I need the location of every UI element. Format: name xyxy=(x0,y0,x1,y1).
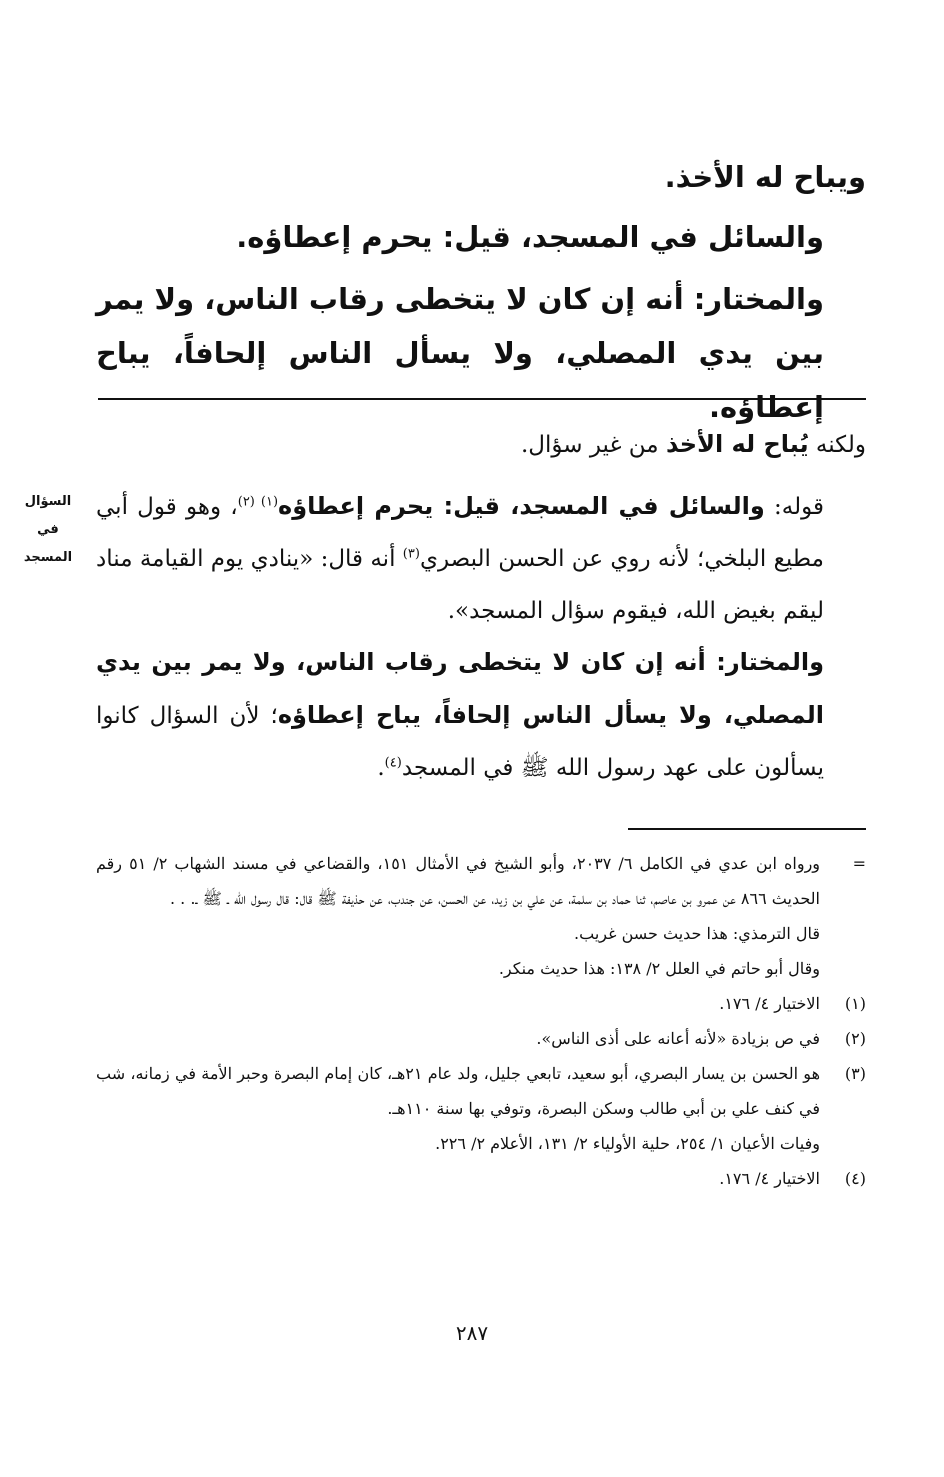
section-divider xyxy=(98,398,866,400)
sharh-quote: يُباح له الأخذ xyxy=(665,430,809,458)
footnote-continued xyxy=(96,846,866,916)
margin-note-line-1: السؤال xyxy=(24,494,72,509)
footnote-text: الاختيار ٤/ ١٧٦. xyxy=(719,1169,820,1188)
footnote-divider xyxy=(628,828,866,830)
margin-note xyxy=(12,488,84,572)
footnote-text: هو الحسن بن يسار البصري، أبو سعيد، تابعي جليل، ولد عام ٢١هـ، كان إمام البصرة وحبر الأمة في زمانه، شب في كنف علي بن أبي طالب وسكن البصرة، وتوفي بها سنة ١١٠هـ. xyxy=(96,1064,821,1118)
footnote-mark: = xyxy=(852,854,866,873)
margin-note-line-2: في xyxy=(37,522,59,537)
footnote-text: الاختيار ٤/ ١٧٦. xyxy=(719,994,820,1013)
footnote-mark: (٢) xyxy=(844,1029,866,1048)
sharh-text: قوله: xyxy=(764,494,825,520)
sharh-paragraph-2 xyxy=(96,480,866,637)
footnote-ref[interactable]: (٣) xyxy=(402,546,420,562)
matn-line-1: ويباح له الأخذ. xyxy=(664,160,866,194)
sharh-quote: والمختار: أنه إن كان لا يتخطى رقاب الناس، ولا يمر بين يدي المصلي، ولا يسأل الناس إلحافاً، يباح إعطاؤه xyxy=(96,648,824,729)
footnote-item-3 xyxy=(96,1056,866,1126)
footnote-item-2 xyxy=(96,1021,866,1056)
footnote-mark: (٣) xyxy=(844,1064,866,1083)
footnote-text: في ص بزيادة «لأنه أعانه على أذى الناس». xyxy=(536,1029,820,1048)
footnote-text: قال الترمذي: هذا حديث حسن غريب. xyxy=(574,924,820,943)
footnote-item-1 xyxy=(96,986,866,1021)
sharh-text: أنه قال: «ينادي يوم القيامة مناد ليقم بغيض الله، فيقوم سؤال المسجد». xyxy=(96,546,824,624)
sharh-text: . xyxy=(377,755,385,781)
sharh-text: ، وهو قول أبي مطيع البلخي؛ لأنه روي عن الحسن البصري xyxy=(96,494,824,572)
sharh-paragraph-1 xyxy=(96,418,866,471)
sharh-paragraph-3 xyxy=(96,636,866,794)
footnotes xyxy=(96,846,866,1196)
sharh-quote: والسائل في المسجد، قيل: يحرم إعطاؤه xyxy=(278,492,765,520)
footnote-text: وفيات الأعيان ١/ ٢٥٤، حلية الأولياء ٢/ ١٣١، الأعلام ٢/ ٢٢٦. xyxy=(435,1134,820,1153)
matn-line-2: والسائل في المسجد، قيل: يحرم إعطاؤه. xyxy=(236,220,824,254)
footnote-ref[interactable]: (١) (٢) xyxy=(237,494,279,510)
footnote-text: وقال أبو حاتم في العلل ٢/ ١٣٨: هذا حديث منكر. xyxy=(498,959,820,978)
footnote-ref[interactable]: (٤) xyxy=(384,755,402,771)
footnote-mark: (٤) xyxy=(844,1169,866,1188)
page-number: ٢٨٧ xyxy=(455,1321,489,1345)
footnote-text: ورواه ابن عدي في الكامل ٦/ ٢٠٣٧، وأبو الشيخ في الأمثال ١٥١، والقضاعي في مسند الشهاب ٢/ ٥١ رقم الحديث ٨٦٦ عن عمرو بن عاصم، ثنا حماد بن سلمة، عن علي بن زيد، عن الحسن، عن جندب، عن حذيفة ﷺ قال: قال رسول الله ـ ﷺ ـ. . . xyxy=(96,854,821,908)
matn-line-3: والمختار: أنه إن كان لا يتخطى رقاب الناس، ولا يمر بين يدي المصلي، ولا يسأل الناس إلحافاً، يباح إعطاؤه. xyxy=(96,282,824,424)
margin-note-line-3: المسجد xyxy=(23,550,73,565)
footnote-item-4 xyxy=(96,1161,866,1196)
footnote-mark: (١) xyxy=(844,994,866,1013)
sharh-text: ؛ لأن السؤال كانوا يسألون على عهد رسول الله ﷺ في المسجد xyxy=(96,703,824,781)
sharh-text: ولكنه xyxy=(808,432,866,458)
sharh-text: من غير سؤال. xyxy=(520,432,666,458)
